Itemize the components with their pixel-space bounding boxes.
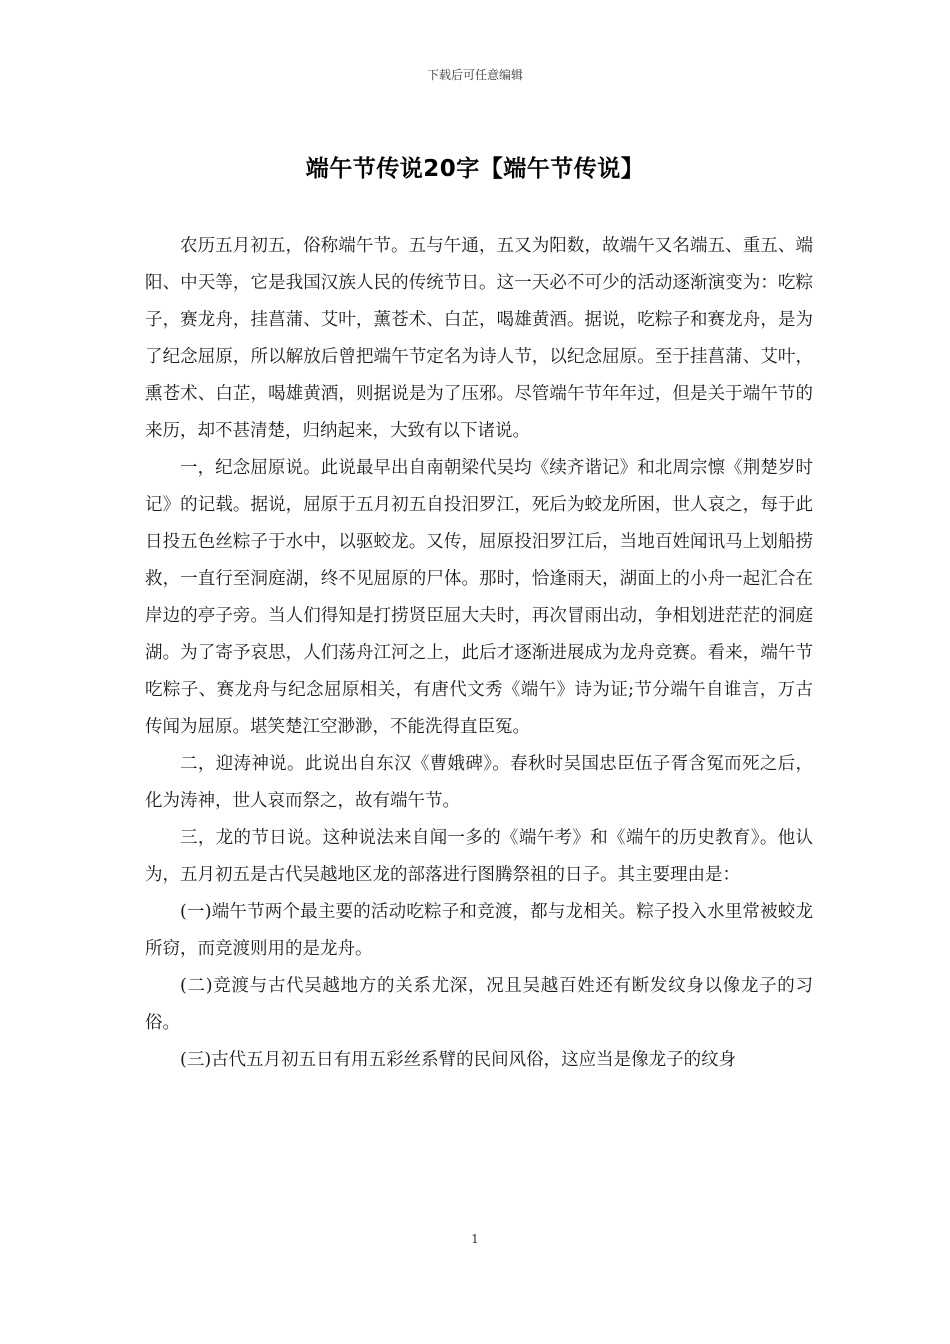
document-body (145, 228, 813, 1079)
page-number: 1 (471, 1232, 479, 1246)
document-title: 端午节传说20字【端午节传说】 (305, 156, 645, 182)
paragraph-taoshen: 二，迎涛神说。此说出自东汉《曹娥碑》。春秋时吴国忠臣伍子胥含冤而死之后，化为涛神，世人哀而祭之，故有端午节。 (145, 754, 813, 811)
paragraph-intro: 农历五月初五，俗称端午节。五与午通，五又为阳数，故端午又名端五、重五、端阳、中天等，它是我国汉族人民的传统节日。这一天必不可少的活动逐渐演变为：吃粽子，赛龙舟，挂菖蒲、艾叶，薰苍术、白芷，喝雄黄酒。据说，吃粽子和赛龙舟，是为了纪念屈原，所以解放后曾把端午节定名为诗人节，以纪念屈原。至于挂菖蒲、艾叶，熏苍术、白芷，喝雄黄酒，则据说是为了压邪。尽管端午节年年过，但是关于端午节的来历，却不甚清楚，归纳起来，大致有以下诸说。 (145, 236, 813, 441)
paragraph-reason-2: (二)竞渡与古代吴越地方的关系尤深，况且吴越百姓还有断发纹身以像龙子的习俗。 (145, 976, 813, 1033)
paragraph-reason-3: (三)古代五月初五日有用五彩丝系臂的民间风俗，这应当是像龙子的纹身 (180, 1050, 737, 1070)
paragraph-reason-1: (一)端午节两个最主要的活动吃粽子和竞渡，都与龙相关。粽子投入水里常被蛟龙所窃，而竞渡则用的是龙舟。 (145, 902, 813, 959)
page-header-note: 下载后可任意编辑 (426, 68, 523, 82)
paragraph-dragon-festival: 三，龙的节日说。这种说法来自闻一多的《端午考》和《端午的历史教育》。他认为，五月初五是古代吴越地区龙的部落进行图腾祭祖的日子。其主要理由是： (145, 828, 813, 885)
paragraph-quyuan: 一，纪念屈原说。此说最早出自南朝梁代吴均《续齐谐记》和北周宗懔《荆楚岁时记》的记载。据说，屈原于五月初五自投汨罗江，死后为蛟龙所困，世人哀之，每于此日投五色丝粽子于水中，以驱蛟龙。又传，屈原投汨罗江后，当地百姓闻讯马上划船捞救，一直行至洞庭湖，终不见屈原的尸体。那时，恰逢雨天，湖面上的小舟一起汇合在岸边的亭子旁。当人们得知是打捞贤臣屈大夫时，再次冒雨出动，争相划进茫茫的洞庭湖。为了寄予哀思，人们荡舟江河之上，此后才逐渐进展成为龙舟竞赛。看来，端午节吃粽子、赛龙舟与纪念屈原相关，有唐代文秀《端午》诗为证;节分端午自谁言，万古传闻为屈原。堪笑楚江空渺渺，不能洗得直臣冤。 (145, 458, 813, 737)
